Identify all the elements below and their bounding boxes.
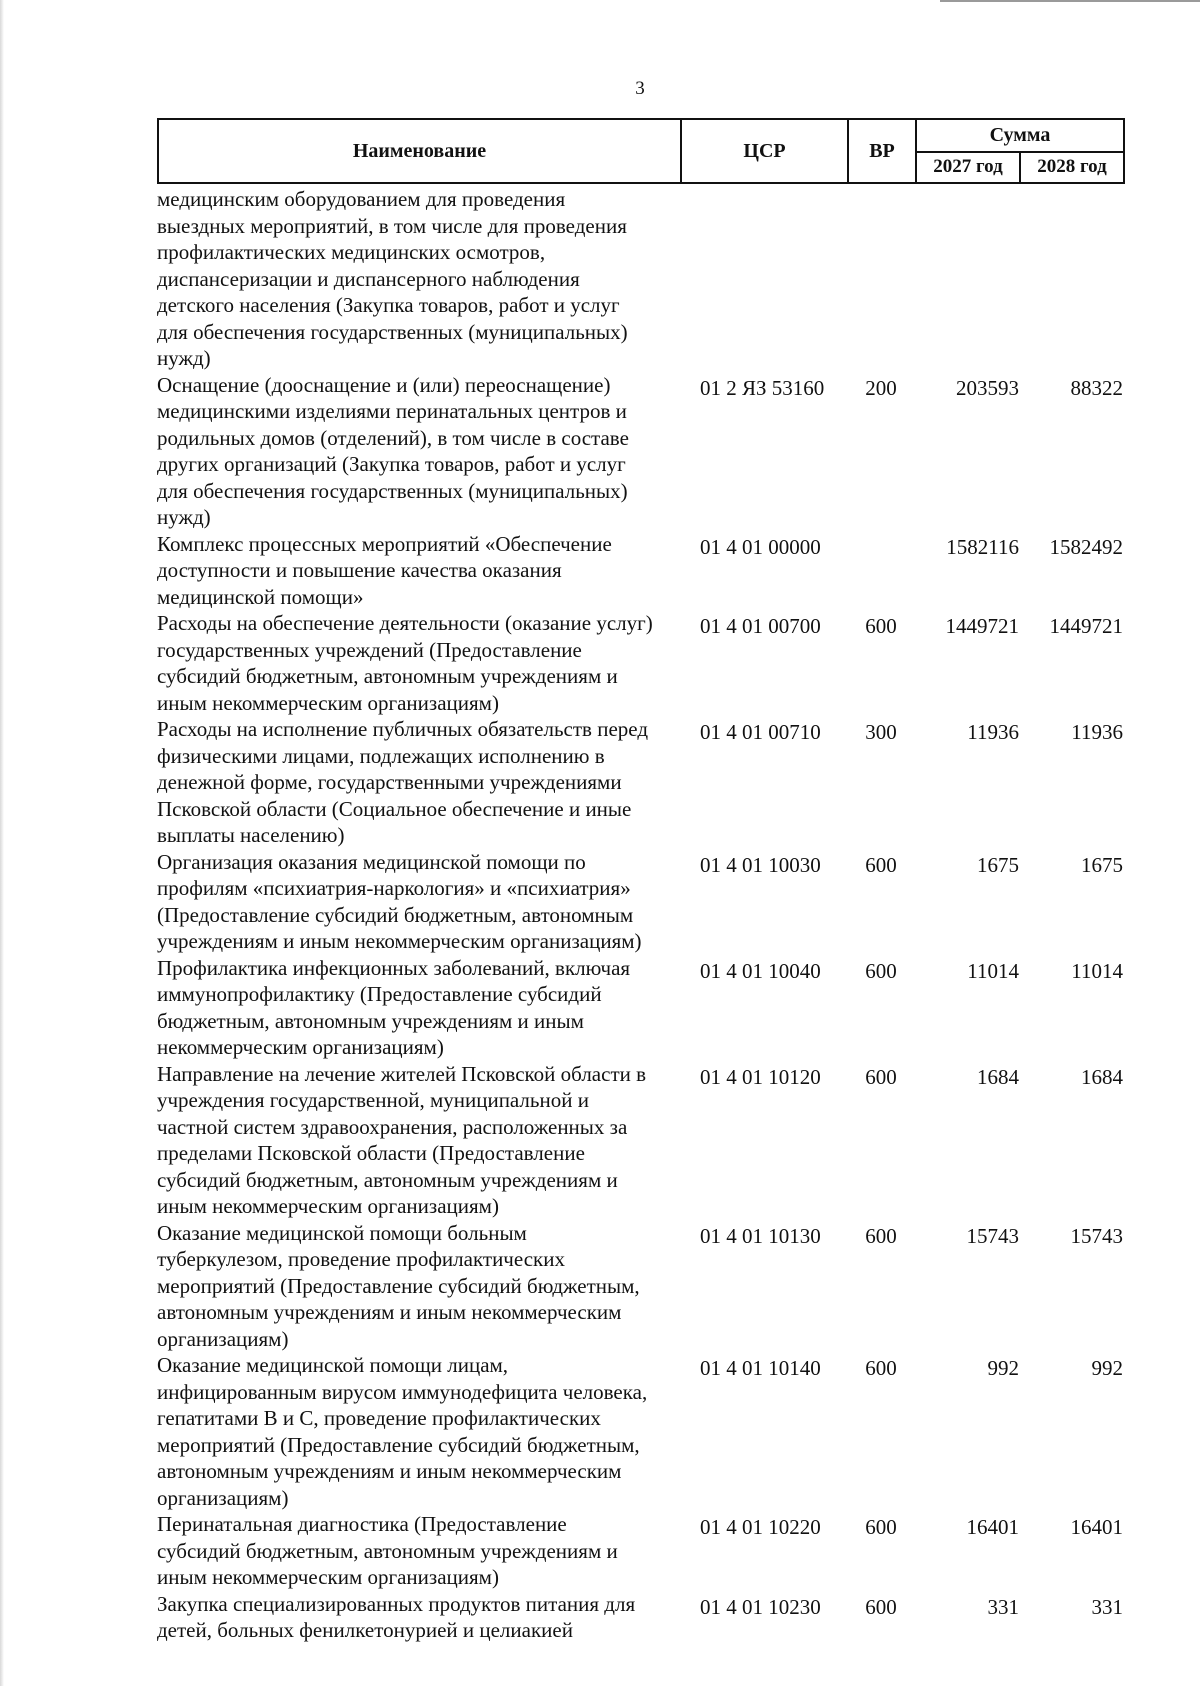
row-sum-2028: 88322	[1070, 375, 1123, 400]
row-csr	[680, 186, 847, 189]
row-vr: 600	[865, 1223, 897, 1248]
row-csr: 01 4 01 00710	[700, 720, 821, 744]
row-vr: 600	[865, 1064, 897, 1089]
row-sum-2027	[915, 186, 1019, 189]
row-vr: 300	[865, 720, 897, 744]
row-name: Направление на лечение жителей Псковской области в учреждения государственной, муниципальной и частной систем здравоохранения, расположенных за пределами Псковской области (Предоставление субсидий бюджетным, автономным учреждениям и иным некоммерческим организациям)	[157, 1061, 647, 1218]
row-name: Расходы на исполнение публичных обязательств перед физическими лицами, подлежащих исполнению в денежной форме, государственными учреждениями Псковской области (Социальное обеспечение и иные выплаты населению)	[157, 717, 648, 847]
row-csr: 01 4 01 10030	[700, 852, 821, 877]
row-name: Организация оказания медицинской помощи по профилям «психиатрия-наркология» и «психиатрия» (Предоставление субсидий бюджетным, автономным учреждениям и иным некоммерческим организациям)	[157, 849, 642, 953]
row-vr: 200	[865, 375, 897, 400]
row-csr: 01 4 01 10220	[700, 1515, 821, 1539]
row-sum-2028: 11936	[1071, 720, 1123, 744]
table-row	[157, 849, 1123, 955]
row-sum-2027: 11936	[967, 720, 1019, 744]
row-csr: 01 4 01 00000	[700, 534, 821, 559]
header-csr: ЦСР	[681, 119, 848, 183]
row-csr: 01 4 01 10140	[700, 1356, 821, 1380]
table-row	[157, 186, 1123, 372]
row-name: Перинатальная диагностика (Предоставление субсидий бюджетным, автономным учреждениям и иным некоммерческим организациям)	[157, 1512, 618, 1589]
row-sum-2027: 1449721	[945, 614, 1019, 638]
row-sum-2027: 203593	[956, 375, 1019, 400]
row-sum-2027: 992	[987, 1356, 1019, 1380]
row-csr: 01 4 01 10130	[700, 1223, 821, 1248]
row-sum-2027: 331	[987, 1594, 1019, 1619]
row-sum-2028: 1449721	[1049, 614, 1123, 638]
row-vr: 600	[865, 1356, 897, 1380]
row-sum-2027: 11014	[967, 958, 1019, 983]
row-vr: 600	[865, 852, 897, 877]
row-sum-2027: 16401	[966, 1515, 1019, 1539]
table-row	[157, 1511, 1123, 1591]
table-header	[157, 118, 1125, 184]
table-row	[157, 610, 1123, 716]
page-number-text: 3	[635, 78, 645, 99]
row-name: медицинским оборудованием для проведения выездных мероприятий, в том числе для проведения профилактических медицинских осмотров, диспансеризации и диспансерного наблюдения детского населения (Закупка товаров, работ и услуг для обеспечения государственных (муниципальных) нужд)	[157, 187, 628, 370]
table-body	[157, 186, 1123, 1644]
row-name: Расходы на обеспечение деятельности (оказание услуг) государственных учреждений (Предоставление субсидий бюджетным, автономным учреждениям и иным некоммерческим организациям)	[157, 611, 653, 715]
row-sum-2028: 331	[1091, 1594, 1123, 1619]
table-row	[157, 716, 1123, 849]
row-vr	[847, 186, 915, 189]
row-vr: 600	[865, 958, 897, 983]
row-sum-2028: 1684	[1081, 1064, 1123, 1089]
row-name: Закупка специализированных продуктов питания для детей, больных фенилкетонурией и целиакией	[157, 1591, 636, 1642]
scan-artifact-line	[940, 0, 1200, 2]
row-name: Оснащение (дооснащение и (или) переоснащение) медицинскими изделиями перинатальных центров и родильных домов (отделений), в том числе в составе других организаций (Закупка товаров, работ и услуг для обеспечения государственных (муниципальных) нужд)	[157, 372, 629, 529]
row-vr	[847, 531, 915, 534]
row-csr: 01 2 ЯЗ 53160	[700, 375, 825, 400]
row-sum-2027: 1684	[977, 1064, 1019, 1089]
row-name: Оказание медицинской помощи лицам, инфицированным вирусом иммунодефицита человека, гепатитами В и С, проведение профилактических мероприятий (Предоставление субсидий бюджетным, автономным учреждениям и иным некоммерческим организациям)	[157, 1353, 648, 1510]
row-sum-2028	[1019, 186, 1123, 189]
row-sum-2028: 15743	[1070, 1223, 1123, 1248]
row-vr: 600	[865, 1515, 897, 1539]
table-row	[157, 1591, 1123, 1644]
table-row	[157, 531, 1123, 611]
row-vr: 600	[865, 614, 897, 638]
row-sum-2028: 1675	[1081, 852, 1123, 877]
table-row	[157, 1352, 1123, 1511]
row-name: Профилактика инфекционных заболеваний, включая иммунопрофилактику (Предоставление субсидий бюджетным, автономным учреждениям и иным некоммерческим организациям)	[157, 955, 631, 1059]
row-sum-2028: 11014	[1071, 958, 1123, 983]
header-name: Наименование	[158, 119, 681, 183]
row-sum-2027: 15743	[966, 1223, 1019, 1248]
row-name: Оказание медицинской помощи больным туберкулезом, проведение профилактических мероприятий (Предоставление субсидий бюджетным, автономным учреждениям и иным некоммерческим организациям)	[157, 1220, 640, 1351]
table-row	[157, 955, 1123, 1061]
scan-edge	[0, 0, 4, 1686]
header-year-2027: 2027 год	[916, 152, 1020, 183]
row-sum-2028: 1582492	[1049, 534, 1123, 559]
page-number	[0, 78, 1200, 100]
header-sum: Сумма	[916, 119, 1124, 152]
header-year-2028: 2028 год	[1020, 152, 1124, 183]
row-sum-2028: 992	[1091, 1356, 1123, 1380]
header-vr: ВР	[848, 119, 916, 183]
row-name: Комплекс процессных мероприятий «Обеспечение доступности и повышение качества оказания медицинской помощи»	[157, 531, 612, 609]
row-vr: 600	[865, 1594, 897, 1619]
row-sum-2027: 1582116	[946, 534, 1019, 559]
table-row	[157, 1061, 1123, 1220]
row-sum-2028: 16401	[1070, 1515, 1123, 1539]
row-csr: 01 4 01 10120	[700, 1064, 821, 1089]
row-csr: 01 4 01 10230	[700, 1594, 821, 1619]
row-csr: 01 4 01 00700	[700, 614, 821, 638]
table-row	[157, 1220, 1123, 1353]
row-csr: 01 4 01 10040	[700, 958, 821, 983]
row-sum-2027: 1675	[977, 852, 1019, 877]
table-row	[157, 372, 1123, 531]
